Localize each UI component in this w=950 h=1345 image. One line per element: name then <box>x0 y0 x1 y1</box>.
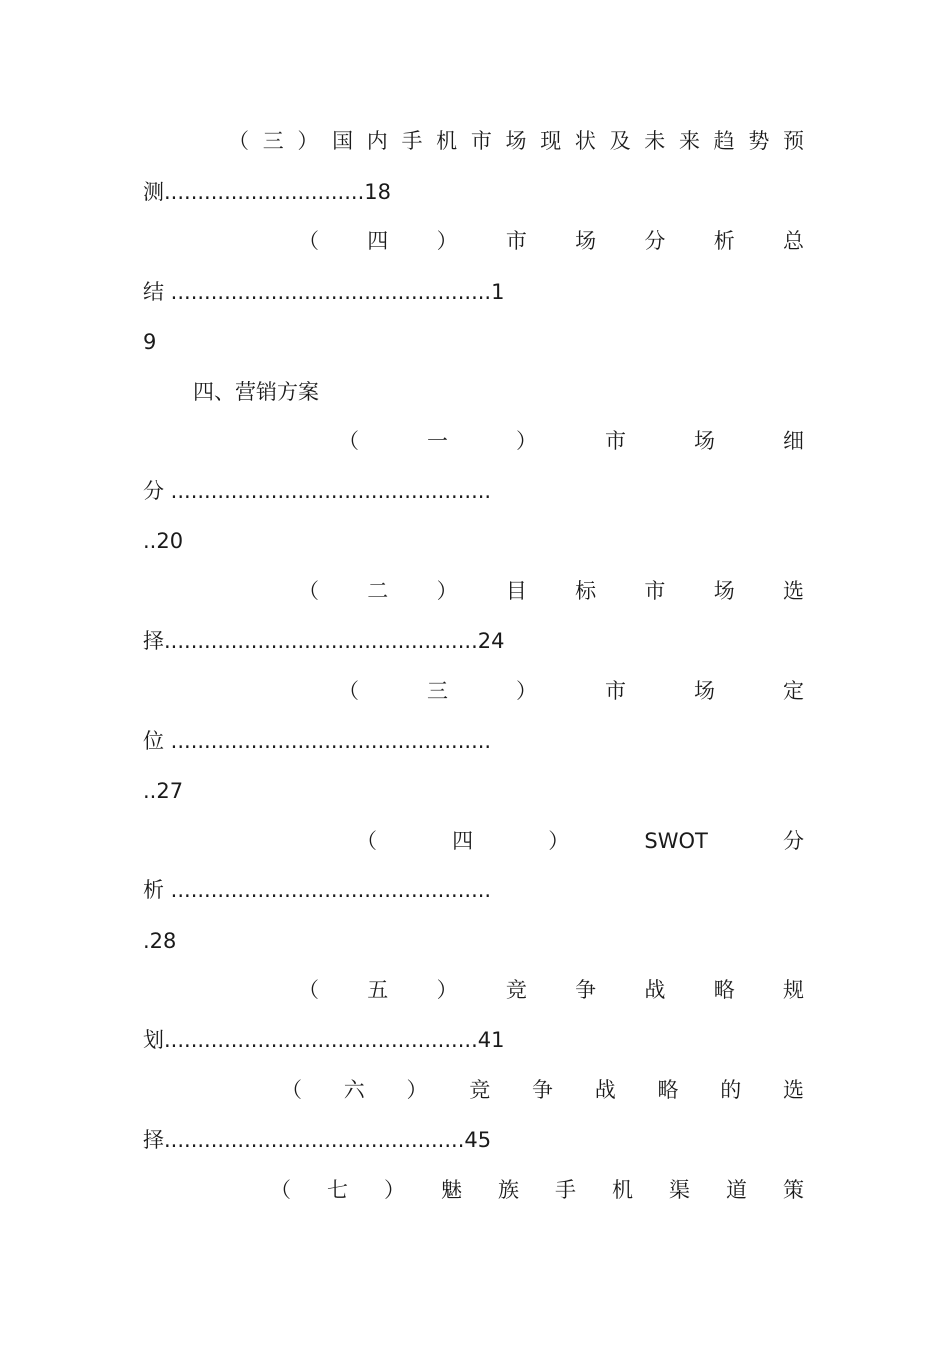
heading-char: 竞 <box>505 978 527 1002</box>
heading-char: 析 <box>713 229 735 253</box>
heading-char: 选 <box>782 579 804 603</box>
heading-char: 场 <box>505 129 527 153</box>
heading-char: ） <box>436 229 458 253</box>
heading-char: ） <box>436 579 458 603</box>
toc-continuation: .28 <box>143 929 177 953</box>
heading-char: 分 <box>782 829 804 853</box>
heading-char: 二 <box>367 579 389 603</box>
toc-leader-line <box>0 625 950 657</box>
heading-char: 来 <box>678 129 700 153</box>
heading-char: 三 <box>427 679 448 703</box>
toc-continuation: 析 ................................................ <box>143 878 492 902</box>
heading-char: 市 <box>644 579 666 603</box>
heading-char: 细 <box>783 429 804 453</box>
heading-char: 渠 <box>669 1178 690 1202</box>
toc-heading <box>298 575 804 607</box>
heading-char: 内 <box>366 129 388 153</box>
heading-char: 状 <box>574 129 596 153</box>
toc-continuation: 择...............................................24 <box>143 629 505 653</box>
heading-char: 一 <box>427 429 448 453</box>
toc-entry-competitive-strategy <box>0 974 950 1006</box>
heading-char: 策 <box>783 1178 804 1202</box>
toc-continuation: ..20 <box>143 529 184 553</box>
heading-char: （ <box>298 978 319 1002</box>
heading-char: （ <box>356 829 377 853</box>
heading-char: ） <box>548 829 570 853</box>
heading-char: 七 <box>327 1178 348 1202</box>
toc-continuation: 分 ................................................ <box>143 479 492 503</box>
heading-char: 场 <box>713 579 735 603</box>
heading-char: ） <box>516 679 537 703</box>
toc-continuation: 划...............................................41 <box>143 1028 505 1052</box>
heading-char: 手 <box>401 129 423 153</box>
heading-char: 争 <box>575 978 597 1002</box>
heading-char: ） <box>384 1178 405 1202</box>
toc-heading <box>356 825 804 857</box>
heading-char: 机 <box>612 1178 633 1202</box>
toc-heading <box>281 1074 804 1106</box>
heading-char: 市 <box>505 229 527 253</box>
toc-leader-line <box>0 525 950 557</box>
heading-char: 国 <box>332 129 354 153</box>
toc-continuation: 位 ................................................ <box>143 729 492 753</box>
toc-entry-swot <box>0 825 950 857</box>
heading-char: 四 <box>367 229 389 253</box>
toc-continuation: 择.............................................45 <box>143 1128 492 1152</box>
toc-heading <box>298 974 804 1006</box>
heading-char: 场 <box>575 229 597 253</box>
heading-char: ） <box>516 429 537 453</box>
toc-entry-market-summary <box>0 225 950 257</box>
heading-char: 五 <box>367 978 389 1002</box>
toc-leader-line <box>0 176 950 208</box>
heading-char: 规 <box>782 978 804 1002</box>
heading-char: （ <box>270 1178 291 1202</box>
toc-continuation: 结 ................................................1 <box>143 280 505 304</box>
toc-leader-line <box>0 775 950 807</box>
heading-char: 分 <box>644 229 666 253</box>
heading-char: 场 <box>694 679 715 703</box>
toc-leader-line <box>0 1124 950 1156</box>
heading-char: （ <box>298 579 319 603</box>
heading-char: （ <box>338 679 359 703</box>
toc-heading <box>338 675 804 707</box>
toc-leader-line <box>0 1024 950 1056</box>
toc-entry-channel-strategy <box>0 1174 950 1206</box>
heading-char: 的 <box>720 1078 742 1102</box>
heading-char: （ <box>228 129 249 153</box>
heading-char: 道 <box>726 1178 747 1202</box>
toc-entry-market-positioning <box>0 675 950 707</box>
heading-char: 场 <box>694 429 715 453</box>
heading-char: 四 <box>452 829 474 853</box>
heading-char: 标 <box>575 579 597 603</box>
heading-char: 趋 <box>713 129 735 153</box>
heading-char: 略 <box>713 978 735 1002</box>
heading-char: 及 <box>609 129 631 153</box>
heading-char: （ <box>281 1078 302 1102</box>
toc-leader-line <box>0 874 950 906</box>
toc-leader-line <box>0 326 950 358</box>
heading-char: 市 <box>470 129 492 153</box>
toc-section <box>0 376 950 408</box>
heading-char: 略 <box>657 1078 679 1102</box>
heading-char: 机 <box>436 129 458 153</box>
heading-char: （ <box>298 229 319 253</box>
heading-char: 三 <box>262 129 284 153</box>
heading-char: 手 <box>555 1178 576 1202</box>
toc-heading <box>228 125 804 157</box>
heading-char: 总 <box>782 229 804 253</box>
toc-entry-market-segmentation <box>0 425 950 457</box>
heading-char: 争 <box>532 1078 553 1102</box>
heading-char: 预 <box>783 129 804 153</box>
heading-char: SWOT <box>644 829 708 853</box>
heading-char: 目 <box>505 579 527 603</box>
toc-continuation: 测..............................18 <box>143 180 391 204</box>
toc-entry-strategy-selection <box>0 1074 950 1106</box>
heading-char: 魅 <box>441 1178 462 1202</box>
section-title: 四、营销方案 <box>193 380 319 404</box>
toc-continuation: 9 <box>143 330 157 354</box>
toc-entry-target-market <box>0 575 950 607</box>
heading-char: 未 <box>644 129 666 153</box>
toc-heading <box>298 225 804 257</box>
toc-continuation: ..27 <box>143 779 184 803</box>
heading-char: 现 <box>540 129 562 153</box>
toc-entry-domestic-market-trend <box>0 125 950 157</box>
toc-leader-line <box>0 276 950 308</box>
heading-char: 市 <box>605 429 626 453</box>
heading-char: 战 <box>594 1078 616 1102</box>
heading-char: 竞 <box>469 1078 491 1102</box>
toc-leader-line <box>0 475 950 507</box>
heading-char: ） <box>436 978 458 1002</box>
heading-char: 势 <box>748 129 770 153</box>
toc-leader-line <box>0 925 950 957</box>
heading-char: （ <box>338 429 359 453</box>
heading-char: 选 <box>783 1078 804 1102</box>
heading-char: 族 <box>498 1178 519 1202</box>
heading-char: 战 <box>644 978 666 1002</box>
heading-char: 六 <box>343 1078 365 1102</box>
toc-heading <box>270 1174 804 1206</box>
toc-heading <box>338 425 804 457</box>
heading-char: ） <box>406 1078 428 1102</box>
heading-char: 定 <box>783 679 804 703</box>
heading-char: ） <box>297 129 319 153</box>
heading-char: 市 <box>605 679 626 703</box>
toc-leader-line <box>0 725 950 757</box>
